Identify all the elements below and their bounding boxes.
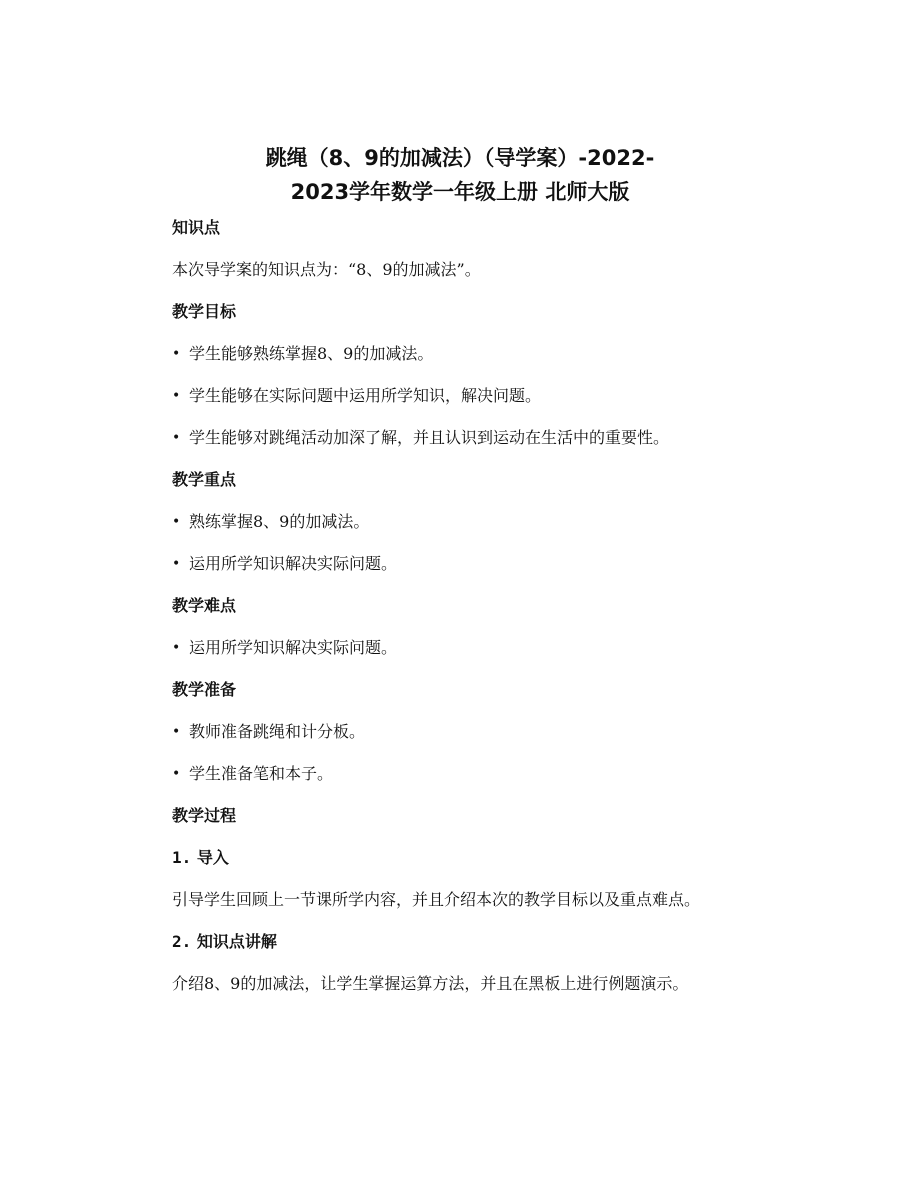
list-item: • 学生准备笔和本子。 xyxy=(172,760,772,788)
bullet-icon: • xyxy=(172,766,181,782)
bullet-icon: • xyxy=(172,640,181,656)
list-item: • 教师准备跳绳和计分板。 xyxy=(172,718,772,746)
list-item: • 学生能够熟练掌握8、9的加减法。 xyxy=(172,340,772,368)
bullet-icon: • xyxy=(172,556,181,572)
step-1-text: 引导学生回顾上一节课所学内容，并且介绍本次的教学目标以及重点难点。 xyxy=(172,890,701,909)
document-title xyxy=(0,141,920,209)
bullet-icon: • xyxy=(172,724,181,740)
heading-difficult-points: 教学难点 xyxy=(172,596,237,615)
heading-step-2: 2. 知识点讲解 xyxy=(172,932,277,951)
list-item: • 运用所学知识解决实际问题。 xyxy=(172,634,772,662)
title-line-2: 2023学年数学一年级上册 北师大版 xyxy=(290,180,630,204)
bullet-icon: • xyxy=(172,346,181,362)
heading-knowledge: 知识点 xyxy=(172,218,221,237)
knowledge-text: 本次导学案的知识点为：“8、9的加减法”。 xyxy=(172,260,481,279)
heading-step-1: 1. 导入 xyxy=(172,848,229,867)
bullet-icon: • xyxy=(172,514,181,530)
title-line-1: 跳绳（8、9的加减法）（导学案）-2022- xyxy=(265,146,655,170)
list-item: • 学生能够在实际问题中运用所学知识，解决问题。 xyxy=(172,382,772,410)
heading-process: 教学过程 xyxy=(172,806,237,825)
document-body xyxy=(172,214,772,998)
list-item: • 熟练掌握8、9的加减法。 xyxy=(172,508,772,536)
list-item: • 运用所学知识解决实际问题。 xyxy=(172,550,772,578)
list-item: • 学生能够对跳绳活动加深了解，并且认识到运动在生活中的重要性。 xyxy=(172,424,772,452)
step-2-text: 介绍8、9的加减法，让学生掌握运算方法，并且在黑板上进行例题演示。 xyxy=(172,974,689,993)
heading-key-points: 教学重点 xyxy=(172,470,237,489)
heading-goals: 教学目标 xyxy=(172,302,237,321)
bullet-icon: • xyxy=(172,430,181,446)
bullet-icon: • xyxy=(172,388,181,404)
heading-preparation: 教学准备 xyxy=(172,680,237,699)
